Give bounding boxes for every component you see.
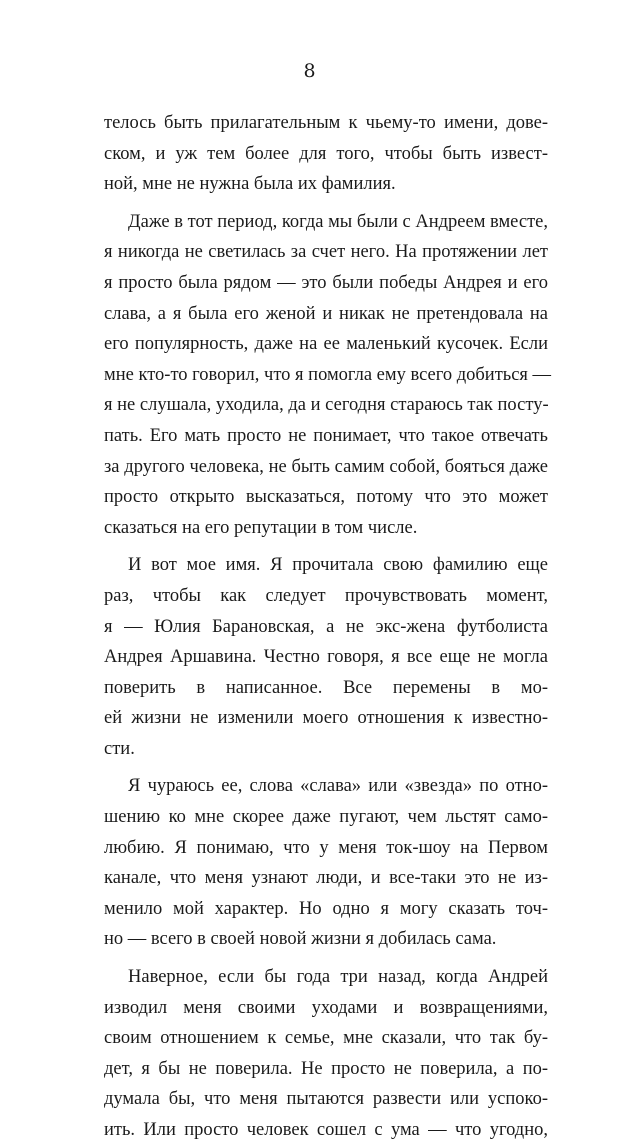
text-line: своим отношением к семье, мне сказали, что так бу- — [104, 1028, 548, 1049]
body-text — [104, 108, 552, 1146]
text-line: шению ко мне скорее даже пугают, чем льстят само- — [104, 807, 548, 828]
text-line: сказаться на его репутации в том числе. — [104, 517, 418, 538]
text-line: изводил меня своими уходами и возвращениями, — [104, 997, 548, 1018]
text-line: за другого человека, не быть самим собой, бояться даже — [104, 456, 548, 477]
text-line: Андрея Аршавина. Честно говоря, я все еще не могла — [104, 647, 548, 668]
text-line: менило мой характер. Но одно я могу сказать точ- — [104, 898, 548, 919]
text-line: канале, что меня узнают люди, и все-таки это не из- — [104, 868, 548, 889]
text-line: любию. Я понимаю, что у меня ток-шоу на Первом — [104, 837, 548, 858]
text-line: И вот мое имя. Я прочитала свою фамилию еще — [128, 555, 548, 576]
text-line: сти. — [104, 738, 135, 759]
text-line: мне кто-то говорил, что я помогла ему всего добиться — — [104, 364, 552, 385]
page-number: 8 — [303, 60, 316, 82]
text-line: пать. Его мать просто не понимает, что такое отвечать — [104, 425, 548, 446]
text-line: телось быть прилагательным к чьему-то имени, дове- — [104, 113, 548, 133]
text-line: я — Юлия Барановская, а не экс-жена футболиста — [104, 616, 548, 637]
text-line: Я чураюсь ее, слова «слава» или «звезда» по отно- — [128, 776, 548, 797]
text-line: я не слушала, уходила, да и сегодня стараюсь так посту- — [104, 395, 549, 416]
text-line: его популярность, даже на ее маленький кусочек. Если — [104, 334, 548, 355]
text-line: Наверное, если бы года три назад, когда Андрей — [128, 967, 548, 988]
text-line: дет, я бы не поверила. Не просто не поверила, а по- — [104, 1058, 548, 1079]
text-line: ной, мне не нужна была их фамилия. — [104, 174, 396, 195]
text-line: но — всего в своей новой жизни я добилась сама. — [104, 929, 497, 950]
text-line: думала бы, что меня пытаются развести или успоко- — [104, 1089, 548, 1110]
text-line: поверить в написанное. Все перемены в мо- — [104, 677, 548, 698]
text-line: просто открыто высказаться, потому что это может — [104, 487, 548, 508]
text-line: ском, и уж тем более для того, чтобы быть извест- — [104, 143, 548, 164]
text-line: ей жизни не изменили моего отношения к известно- — [104, 708, 548, 729]
text-line: ить. Или просто человек сошел с ума — что угодно, — [104, 1120, 548, 1140]
text-line: раз, чтобы как следует прочувствовать момент, — [104, 585, 548, 606]
text-line: я просто была рядом — это были победы Андрея и его — [104, 272, 548, 293]
text-line: слава, а я была его женой и никак не претендовала на — [104, 303, 548, 324]
text-line: Даже в тот период, когда мы были с Андреем вместе, — [128, 211, 548, 232]
text-line: я никогда не светилась за счет него. На протяжении лет — [104, 242, 548, 263]
